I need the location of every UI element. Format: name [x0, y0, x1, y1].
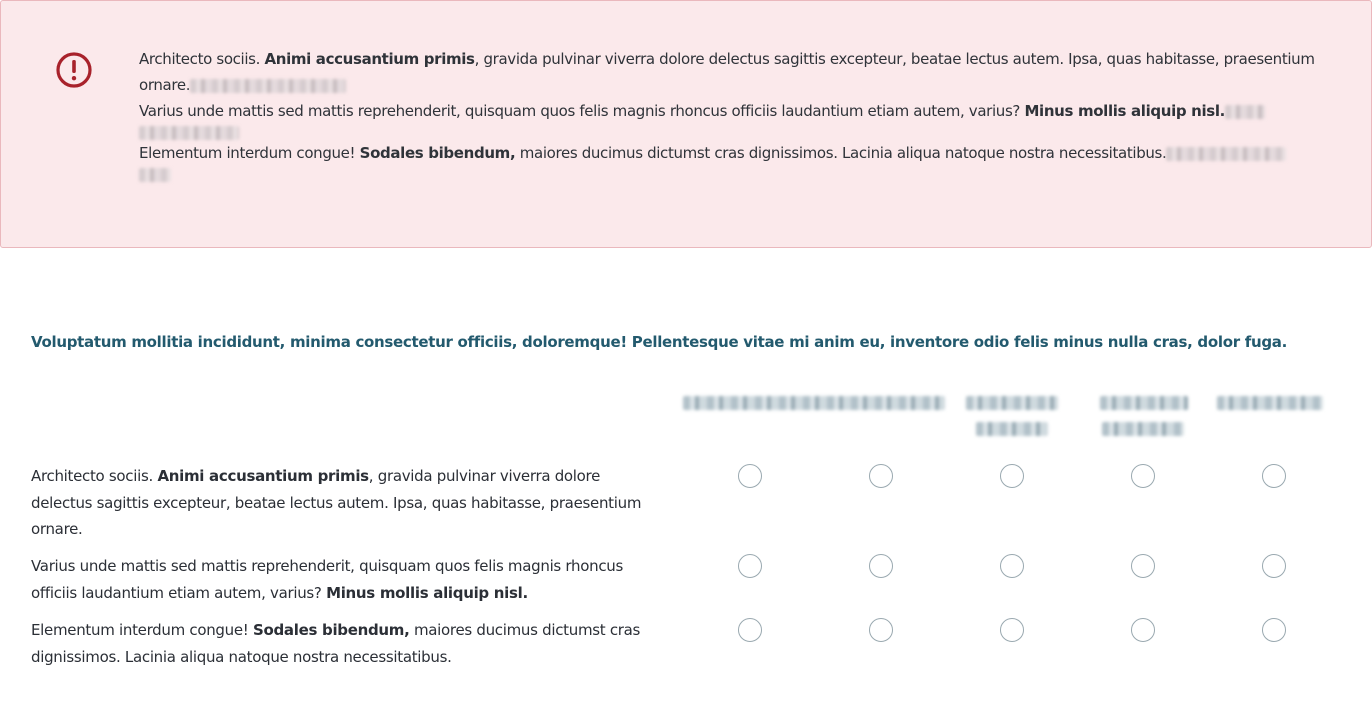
radio-row1-col4[interactable]: [1131, 464, 1155, 488]
redacted-link[interactable]: [139, 126, 239, 140]
column-header: [1217, 396, 1323, 410]
radio-row2-col5[interactable]: [1262, 554, 1286, 578]
question-title: Voluptatum mollitia incididunt, minima consectetur officiis, doloremque! Pellentesque vitae mi anim eu, inventore odio felis minus nulla cras, dolor fuga.: [31, 333, 1288, 351]
matrix-row-label: Elementum interdum congue! Sodales bibendum, maiores ducimus dictumst cras dignissimos. Lacinia aliqua natoque nostra necessitatibus.: [31, 621, 641, 666]
radio-row3-col5[interactable]: [1262, 618, 1286, 642]
column-header: [1100, 396, 1188, 410]
column-header: [966, 396, 1058, 410]
column-header: [976, 422, 1048, 436]
column-header: [1102, 422, 1184, 436]
matrix-row-label: Varius unde mattis sed mattis reprehenderit, quisquam quos felis magnis rhoncus officiis laudantium etiam autem, varius? Minus mollis aliquip nisl.: [31, 557, 623, 602]
redacted-link[interactable]: [139, 168, 171, 182]
radio-row2-col3[interactable]: [1000, 554, 1024, 578]
radio-row2-col2[interactable]: [869, 554, 893, 578]
radio-row3-col4[interactable]: [1131, 618, 1155, 642]
radio-row1-col2[interactable]: [869, 464, 893, 488]
redacted-link[interactable]: [1225, 105, 1265, 119]
matrix-row-label: Architecto sociis. Animi accusantium primis, gravida pulvinar viverra dolore delectus sagittis excepteur, beatae lectus autem. Ipsa, quas habitasse, praesentium ornare.: [31, 467, 642, 538]
radio-row3-col3[interactable]: [1000, 618, 1024, 642]
exclamation-circle-icon: [55, 51, 93, 89]
alert-message-list: [139, 46, 1319, 182]
radio-row3-col1[interactable]: [738, 618, 762, 642]
radio-row1-col5[interactable]: [1262, 464, 1286, 488]
column-header: [683, 396, 945, 410]
radio-row1-col1[interactable]: [738, 464, 762, 488]
radio-row2-col1[interactable]: [738, 554, 762, 578]
redacted-link[interactable]: [1166, 147, 1286, 161]
radio-row3-col2[interactable]: [869, 618, 893, 642]
alert-message: Elementum interdum congue! Sodales bibendum, maiores ducimus dictumst cras dignissimos. Lacinia aliqua natoque nostra necessitatibus.: [139, 140, 1319, 182]
redacted-link[interactable]: [190, 79, 346, 93]
alert-message: Varius unde mattis sed mattis reprehenderit, quisquam quos felis magnis rhoncus officiis laudantium etiam autem, varius? Minus mollis aliquip nisl.: [139, 98, 1319, 140]
radio-row2-col4[interactable]: [1131, 554, 1155, 578]
error-alert: [0, 0, 1372, 248]
radio-row1-col3[interactable]: [1000, 464, 1024, 488]
alert-message: Architecto sociis. Animi accusantium primis, gravida pulvinar viverra dolore delectus sagittis excepteur, beatae lectus autem. Ipsa, quas habitasse, praesentium ornare.: [139, 50, 1315, 94]
